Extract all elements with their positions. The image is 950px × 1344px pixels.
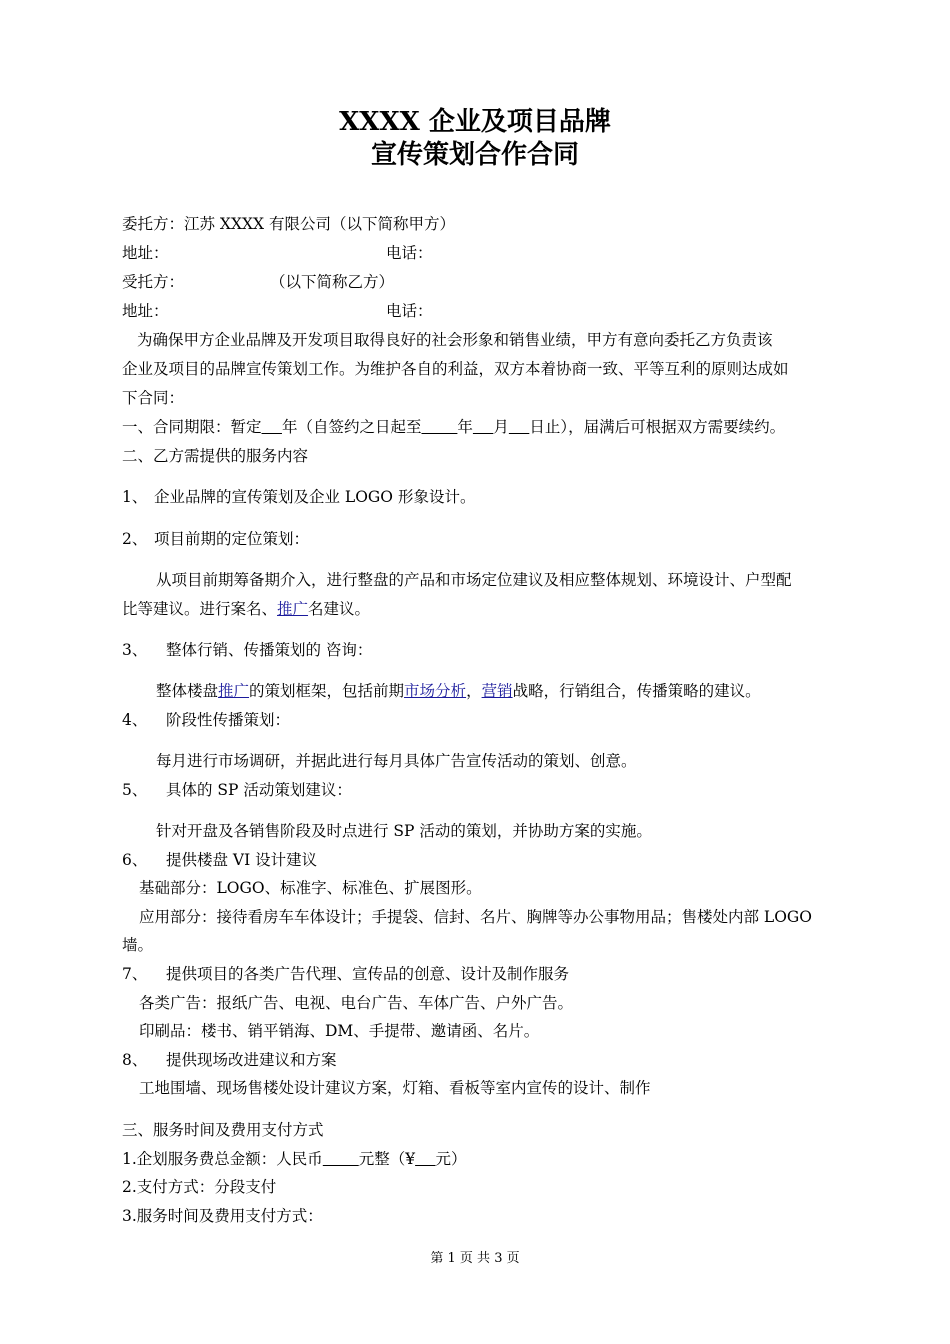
term-text: 月 <box>493 418 509 436</box>
intro-line-1: 为确保甲方企业品牌及开发项目取得良好的社会形象和销售业绩，甲方有意向委托乙方负责该 <box>137 331 773 349</box>
desc-text: ， <box>466 682 482 700</box>
footer-text: 页 共 <box>455 1251 495 1266</box>
item-7-desc-line-2: 印刷品：楼书、销平销海、DM、手提带、邀请函、名片。 <box>139 1022 540 1040</box>
item-6-desc-line-1: 基础部分：LOGO、标准字、标准色、扩展图形。 <box>139 879 482 897</box>
fee-blank-amount <box>323 1150 359 1168</box>
agent-alias: （以下简称乙方） <box>270 273 395 291</box>
service-item-3 <box>122 640 372 660</box>
item-text: 整体行销、传播策划的 咨询： <box>166 641 373 659</box>
title-line-1: XXXX 企业及项目品牌 <box>339 107 611 137</box>
schedule-text: 3.服务时间及费用支付方式： <box>122 1207 323 1225</box>
item-number: 4、 <box>122 711 148 729</box>
agent-address: 地址： <box>122 302 169 320</box>
term-text: 日止），届满后可根据双方需要续约。 <box>529 418 786 436</box>
client-address: 地址： <box>122 244 169 262</box>
desc-text: 比等建议。进行案名、 <box>122 600 278 618</box>
term-blank-years <box>262 418 282 436</box>
section-3-heading: 三、服务时间及费用支付方式 <box>122 1121 324 1139</box>
service-item-7 <box>122 964 569 984</box>
fee-blank-figure <box>415 1150 435 1168</box>
client-phone: 电话： <box>386 244 433 262</box>
item-text: 阶段性传播策划： <box>166 711 291 729</box>
total-pages: 3 <box>494 1251 503 1266</box>
item-text: 项目前期的定位策划： <box>154 530 310 548</box>
item-text: 提供现场改进建议和方案 <box>166 1051 337 1069</box>
item-2-desc-line-2 <box>122 599 370 619</box>
marketing-link[interactable]: 营销 <box>481 682 513 700</box>
desc-text: 战略，行销组合，传播策略的建议。 <box>512 682 761 700</box>
item-text: 具体的 SP 活动策划建议： <box>166 781 352 799</box>
item-number: 1、 <box>122 488 148 506</box>
service-item-1 <box>122 487 475 507</box>
agent-label: 受托方： <box>122 273 185 291</box>
desc-text: 整体楼盘 <box>156 682 219 700</box>
client-party: 委托方：江苏 XXXX 有限公司（以下简称甲方） <box>122 215 455 233</box>
title-line-2: 宣传策划合作合同 <box>370 140 579 170</box>
item-number: 5、 <box>122 781 148 799</box>
item-number: 7、 <box>122 965 148 983</box>
term-text: 一、合同期限：暂定 <box>122 418 262 436</box>
item-6-desc-line-2: 应用部分：接待看房车车体设计；手提袋、信封、名片、胸牌等办公事物用品；售楼处内部 LOGO <box>139 908 813 926</box>
item-text: 提供项目的各类广告代理、宣传品的创意、设计及制作服务 <box>166 965 570 983</box>
item-number: 2、 <box>122 530 148 548</box>
item-number: 6、 <box>122 851 148 869</box>
term-text: 年 <box>457 418 473 436</box>
contract-term <box>122 417 785 437</box>
payment-schedule <box>122 1206 323 1226</box>
fee-text: 元） <box>435 1150 467 1168</box>
service-item-2 <box>122 529 309 549</box>
item-3-desc <box>156 681 761 701</box>
service-item-5 <box>122 780 352 800</box>
service-item-8 <box>122 1050 337 1070</box>
fee-text: 元整（¥ <box>358 1150 416 1168</box>
item-number: 8、 <box>122 1051 148 1069</box>
item-number: 3、 <box>122 641 148 659</box>
item-8-desc: 工地围墙、现场售楼处设计建议方案，灯箱、看板等室内宣传的设计、制作 <box>139 1079 651 1097</box>
term-blank-month <box>473 418 493 436</box>
item-6-desc-line-3: 墙。 <box>122 936 154 954</box>
term-text: 年（自签约之日起至 <box>281 418 422 436</box>
term-blank-day <box>509 418 529 436</box>
service-item-4 <box>122 710 290 730</box>
item-text: 企业品牌的宣传策划及企业 LOGO 形象设计。 <box>154 488 476 506</box>
service-item-6 <box>122 850 317 870</box>
fee-text: 1.企划服务费总金额：人民币 <box>122 1150 323 1168</box>
item-2-desc-line-1: 从项目前期筹备期介入，进行整盘的产品和市场定位建议及相应整体规划、环境设计、户型配 <box>156 571 792 589</box>
item-4-desc: 每月进行市场调研，并据此进行每月具体广告宣传活动的策划、创意。 <box>156 752 637 770</box>
desc-text: 的策划框架，包括前期 <box>249 682 405 700</box>
term-blank-end-year <box>421 418 457 436</box>
section-2-heading: 二、乙方需提供的服务内容 <box>122 447 309 465</box>
page-footer <box>0 1250 950 1268</box>
footer-text: 页 <box>502 1251 520 1266</box>
item-5-desc: 针对开盘及各销售阶段及时点进行 SP 活动的策划，并协助方案的实施。 <box>156 822 652 840</box>
intro-line-2: 企业及项目的品牌宣传策划工作。为维护各自的利益，双方本着协商一致、平等互利的原则达成如 <box>122 360 789 378</box>
agent-phone: 电话： <box>386 302 433 320</box>
footer-text: 第 <box>430 1251 448 1266</box>
fee-total <box>122 1149 467 1169</box>
desc-text: 名建议。 <box>308 600 371 618</box>
intro-line-3: 下合同： <box>122 389 185 407</box>
promotion-link[interactable]: 推广 <box>218 682 250 700</box>
market-analysis-link[interactable]: 市场分析 <box>404 682 467 700</box>
item-7-desc-line-1: 各类广告：报纸广告、电视、电台广告、车体广告、户外广告。 <box>139 994 574 1012</box>
current-page-number: 1 <box>447 1251 456 1266</box>
payment-method: 2.支付方式：分段支付 <box>122 1178 277 1196</box>
promotion-link[interactable]: 推广 <box>277 600 309 618</box>
item-text: 提供楼盘 VI 设计建议 <box>166 851 318 869</box>
